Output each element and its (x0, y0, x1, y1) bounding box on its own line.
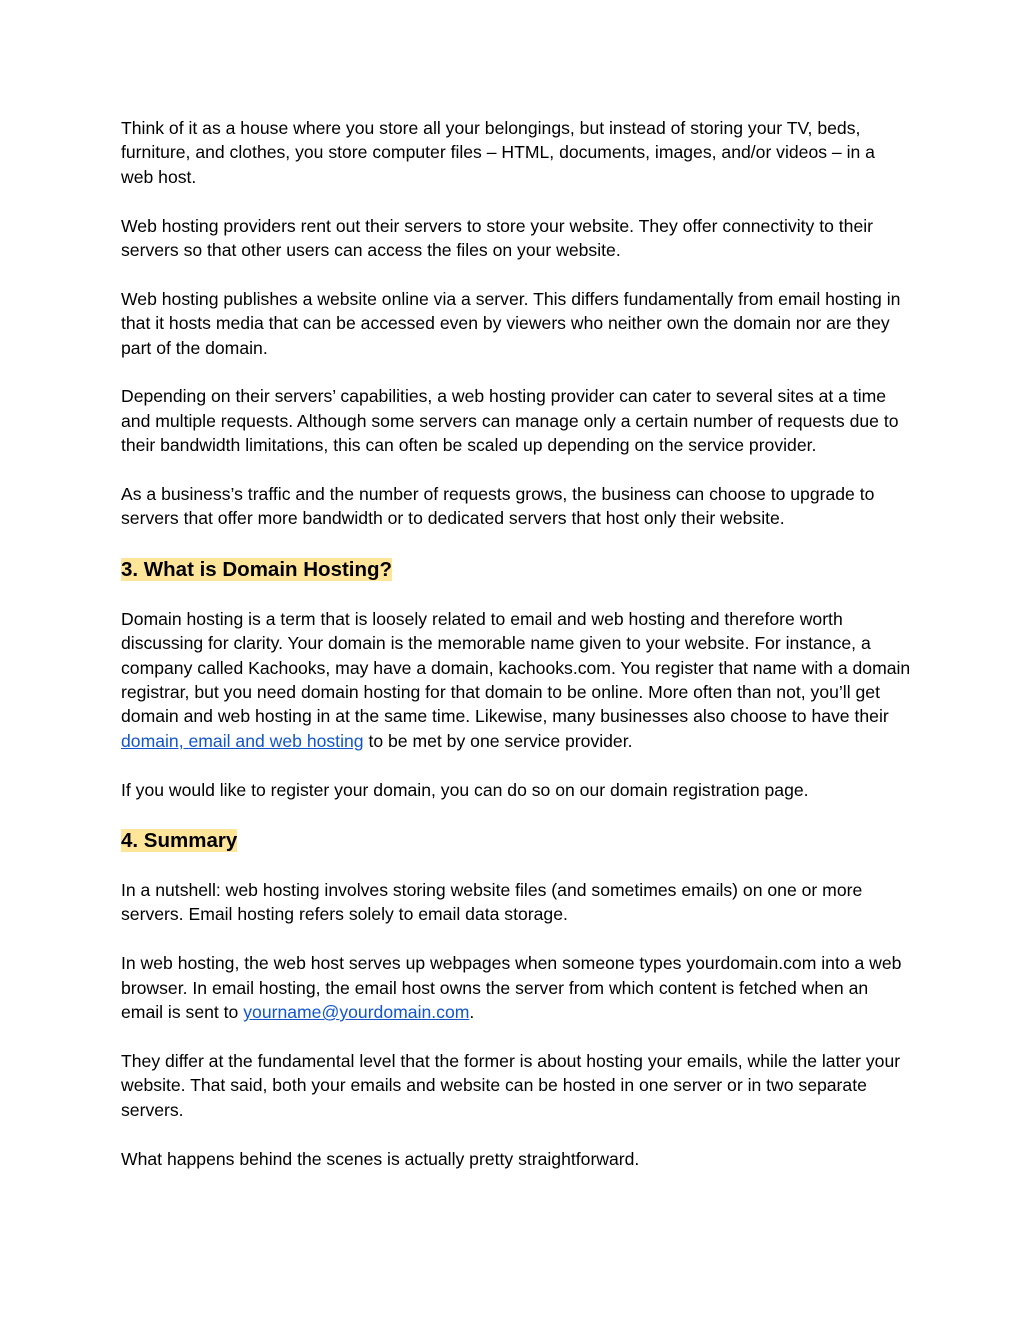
section-heading-summary (121, 827, 911, 855)
paragraph-web-hosting-publishes: Web hosting publishes a website online via a server. This differs fundamentally from email hosting in that it hosts media that can be accessed even by viewers who neither own the domain nor are they part of the domain. (121, 288, 901, 358)
domain-hosting-text-before: Domain hosting is a term that is loosely related to email and web hosting and therefore worth discussing for clarity. Your domain is the memorable name given to your website. For instance, a company called Kachooks, may have a domain, kachooks.com. You register that name with a domain registrar, but you need domain hosting for that domain to be online. More often than not, you’ll get domain and web hosting in at the same time. Likewise, many businesses also choose to have their (121, 608, 911, 727)
email-address-link[interactable]: yourname@yourdomain.com (243, 1002, 470, 1023)
paragraph-domain-hosting (121, 607, 911, 753)
domain-hosting-text-after: to be met by one service provider. (363, 730, 633, 751)
web-vs-email-text-after: . (469, 1002, 475, 1023)
web-vs-email-text-before: In web hosting, the web host serves up webpages when someone types yourdomain.com into a web browser. In email hosting, the email host owns the server from which content is fetched when an email is sent to (121, 953, 902, 1023)
heading-highlight: 4. Summary (121, 829, 238, 853)
paragraph-business-traffic: As a business’s traffic and the number of requests grows, the business can choose to upgrade to servers that offer more bandwidth or to dedicated servers that host only their website. (121, 484, 875, 529)
paragraph-behind-the-scenes: What happens behind the scenes is actually pretty straightforward. (121, 1148, 640, 1169)
document-page (121, 116, 911, 1171)
domain-email-web-hosting-link[interactable]: domain, email and web hosting (121, 730, 364, 751)
paragraph-fundamental-difference: They differ at the fundamental level that the former is about hosting your emails, while the latter your website. That said, both your emails and website can be hosted in one server or in two separate servers. (121, 1050, 901, 1120)
paragraph-web-vs-email (121, 951, 911, 1024)
paragraph-nutshell: In a nutshell: web hosting involves storing website files (and sometimes emails) on one or more servers. Email hosting refers solely to email data storage. (121, 880, 863, 925)
paragraph-house-analogy: Think of it as a house where you store all your belongings, but instead of storing your TV, beds, furniture, and clothes, you store computer files – HTML, documents, images, and/or videos – in a web host. (121, 118, 875, 187)
paragraph-server-capabilities: Depending on their servers’ capabilities, a web hosting provider can cater to several sites at a time and multiple requests. Although some servers can manage only a certain number of requests due to their bandwidth limitations, this can often be scaled up depending on the service provider. (121, 386, 899, 456)
paragraph-hosting-providers: Web hosting providers rent out their servers to store your website. They offer connectivity to their servers so that other users can access the files on your website. (121, 215, 874, 261)
paragraph-register-domain: If you would like to register your domain, you can do so on our domain registration page. (121, 779, 809, 800)
heading-highlight: 3. What is Domain Hosting? (121, 557, 393, 581)
section-heading-domain-hosting (121, 556, 911, 584)
